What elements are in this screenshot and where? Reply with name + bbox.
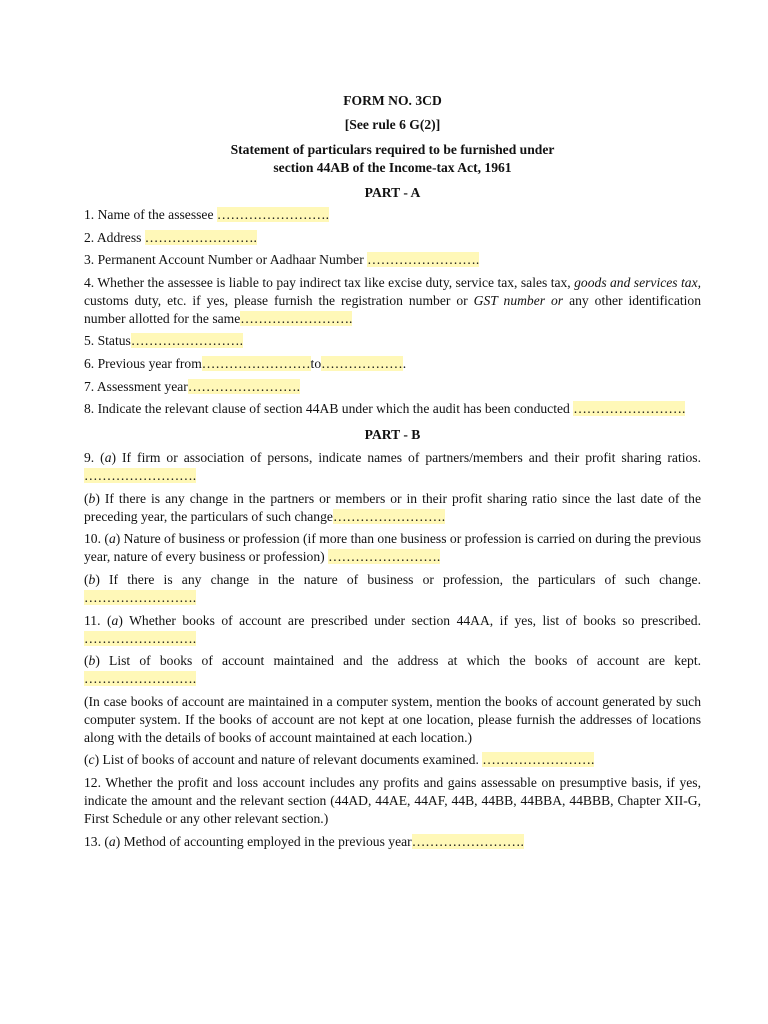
accounting-method-field[interactable]: …………………….: [411, 833, 524, 849]
item-11a: 11. (a) Whether books of account are prescribed under section 44AA, if yes, list of books so prescribed. …………………….: [84, 612, 701, 646]
item-10a: 10. (a) Nature of business or profession (if more than one business or profession is carried on during the previous year, nature of every business or profession) …………………….: [84, 531, 702, 565]
address-field[interactable]: …………………….: [144, 229, 257, 245]
partners-profit-ratio-field[interactable]: …………………….: [84, 468, 197, 484]
business-change-field[interactable]: …………………….: [84, 589, 197, 605]
item-8: 8. Indicate the relevant clause of section 44AB under which the audit has been conducted …………………….: [84, 401, 686, 417]
audit-clause-field[interactable]: …………………….: [573, 401, 686, 417]
nature-of-business-field[interactable]: …………………….: [328, 549, 441, 565]
item-7: 7. Assessment year…………………….: [84, 378, 300, 394]
prescribed-books-field[interactable]: …………………….: [84, 630, 197, 646]
item-12: 12. Whether the profit and loss account includes any profits and gains assessable on presumptive basis, if yes, indicate the amount and the relevant section (44AD, 44AE, 44AF, 44B, 44BB, 44BBA, 44BBB, Chapter XII-G, First Schedule or any other relevant section.): [84, 774, 701, 826]
statement-title-line2: section 44AB of the Income-tax Act, 1961: [273, 160, 512, 175]
item-6: 6. Previous year from……………………to……………….: [84, 355, 407, 371]
item-3: 3. Permanent Account Number or Aadhaar Number …………………….: [84, 252, 480, 268]
part-b-heading: PART - B: [364, 427, 421, 443]
previous-year-to-field[interactable]: ………………: [321, 355, 403, 371]
pan-aadhaar-field[interactable]: …………………….: [367, 252, 480, 268]
item-9b: (b) If there is any change in the partners or members or in their profit sharing ratio since the last date of the preceding year, the particulars of such change…………………….: [84, 490, 701, 524]
statement-title: [84, 141, 701, 177]
part-a-heading: PART - A: [364, 185, 421, 200]
assessment-year-field[interactable]: …………………….: [187, 378, 300, 394]
partners-change-field[interactable]: …………………….: [332, 508, 446, 524]
item-2: 2. Address …………………….: [84, 229, 257, 245]
previous-year-from-field[interactable]: ……………………: [201, 355, 311, 371]
documents-examined-field[interactable]: …………………….: [482, 752, 595, 768]
item-9a: 9. (a) If firm or association of persons, indicate names of partners/members and their profit sharing ratios. …………………….: [84, 450, 701, 484]
form-number: FORM NO. 3CD: [343, 93, 442, 108]
name-of-assessee-field[interactable]: …………………….: [216, 207, 330, 222]
item-10b: (b) If there is any change in the nature of business or profession, the particulars of such change. …………………….: [84, 571, 701, 605]
status-field[interactable]: …………………….: [130, 333, 243, 349]
item-11c: (c) List of books of account and nature of relevant documents examined. …………………….: [84, 752, 595, 768]
item-11b: (b) List of books of account maintained and the address at which the books of account are kept. …………………….: [84, 653, 701, 687]
form-page: [84, 90, 701, 855]
rule-reference: [See rule 6 G(2)]: [344, 117, 441, 132]
indirect-tax-registration-field[interactable]: …………………….: [240, 310, 353, 326]
books-maintained-field[interactable]: …………………….: [84, 671, 197, 687]
statement-title-line1: Statement of particulars required to be furnished under: [230, 142, 555, 157]
item-13a: 13. (a) Method of accounting employed in the previous year…………………….: [84, 833, 524, 849]
item-4: 4. Whether the assessee is liable to pay indirect tax like excise duty, service tax, sales tax, goods and services tax, customs duty, etc. if yes, please furnish the registration number or GST number or any other identification number allotted for the same…………………….: [84, 274, 702, 326]
item-1: 1. Name of the assessee …………………….: [84, 207, 330, 222]
item-11-note: (In case books of account are maintained in a computer system, mention the books of account generated by such computer system. If the books of account are not kept at one location, please furnish the addresses of locations along with the details of books of account maintained at each location.): [84, 693, 701, 745]
item-5: 5. Status…………………….: [84, 333, 243, 349]
